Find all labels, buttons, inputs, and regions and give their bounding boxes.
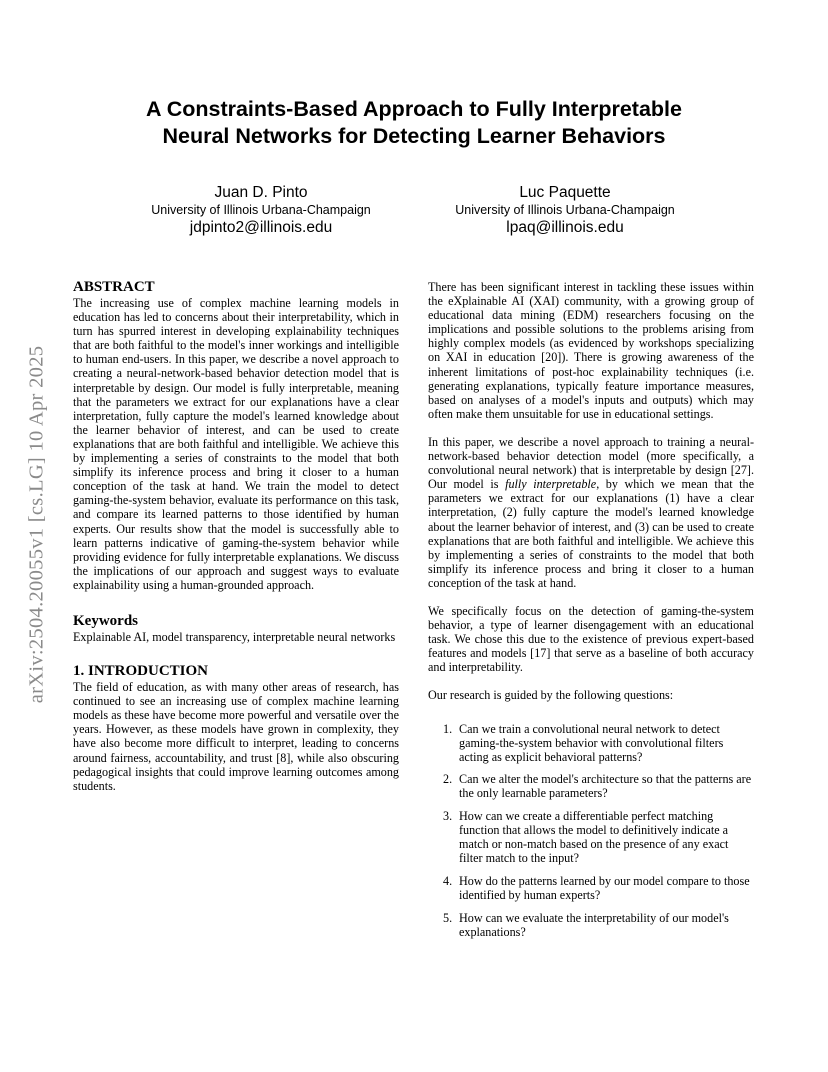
research-question <box>428 874 754 902</box>
abstract-text: The increasing use of complex machine learning models in education has led to concerns about their interpretability, which in turn has spurred interest in developing explainability techniques that are both faithful to the model's inner workings and intelligible to human end-users. In this paper, we describe a novel approach to creating a neural-network-based behavior detection model that is interpretable by design. Our model is fully interpretable, meaning that the parameters we extract for our explanations have a clear interpretation, fully capture the model's learned knowledge about the learner behavior of interest, and can be used to create explanations that are both faithful and intelligible. We achieve this by implementing a series of constraints to the model that both simplify its inference process and bring it closer to a human conception of the task at hand. We train the model to detect gaming-the-system behavior, evaluate its performance on this task, and compare its learned patterns to those identified by human experts. Our results show that the model is successfully able to learn patterns indicative of gaming-the-system behavior while providing evidence for fully interpretable explanations. We discuss the implications of our approach and suggest ways to evaluate explainability using a human-grounded approach. <box>73 296 399 592</box>
author-email: jdpinto2@illinois.edu <box>189 219 333 236</box>
keywords-heading: Keywords <box>73 612 138 629</box>
paragraph-2-end: , by which we mean that the parameters we extract for our explanations (1) have a clear interpretation, (2) fully capture the model's learned knowledge about the learner behavior of interest, and (3) can be used to create explanations that are both faithful and intelligible. We achieve this by implementing a series of constraints to the model that both simplify its inference process and bring it closer to a human conception of the task at hand. <box>428 477 755 590</box>
title-line-2: Neural Networks for Detecting Learner Behaviors <box>162 124 666 148</box>
research-questions-list <box>428 722 754 939</box>
question-text: How can we create a differentiable perfect matching function that allows the model to definitively indicate a match or non-match based on the presence of any exact filter match to the input? <box>459 809 729 866</box>
body-paragraph-3: We specifically focus on the detection of gaming-the-system behavior, a type of learner disengagement with an educational task. We chose this due to the existence of previous expert-based features and models [17] that serve as a baseline of both accuracy and interpretability. <box>428 603 754 675</box>
question-text: How can we evaluate the interpretability of our model's explanations? <box>459 910 729 939</box>
keywords-text: Explainable AI, model transparency, interpretable neural networks <box>73 629 396 644</box>
question-number: 5. <box>443 910 453 925</box>
author-name: Juan D. Pinto <box>214 184 308 201</box>
research-question <box>428 772 754 800</box>
body-paragraph-1: There has been significant interest in tackling these issues within the eXplainable AI (XAI) community, with a growing group of educational data mining (EDM) researchers focusing on the implications and possible solutions to the problems arising from highly complex models (as evidenced by workshops specializing on XAI in education [20]). There is growing awareness of the inherent limitations of post-hoc explainability techniques (i.e. generating explanations, typically feature importance measures, based on analyses of a model's inputs and outputs) which may often make them unsuitable for use in educational settings. <box>428 280 754 421</box>
author-block-2 <box>415 184 715 237</box>
question-text: How do the patterns learned by our model compare to those identified by human experts? <box>459 873 750 902</box>
right-column <box>428 280 754 947</box>
body-paragraph-4: Our research is guided by the following questions: <box>428 688 674 703</box>
author-block-1 <box>111 184 411 237</box>
arxiv-identifier-stamp <box>22 288 52 760</box>
paper-title <box>60 96 768 150</box>
title-line-1: A Constraints-Based Approach to Fully Interpretable <box>146 97 682 121</box>
author-affiliation: University of Illinois Urbana-Champaign <box>151 203 371 217</box>
author-name: Luc Paquette <box>519 184 611 201</box>
question-number: 2. <box>443 772 453 787</box>
author-email: lpaq@illinois.edu <box>506 219 624 236</box>
research-question <box>428 911 754 939</box>
question-text: Can we train a convolutional neural network to detect gaming-the-system behavior with convolutional filters acting as explicit behavioral patterns? <box>459 721 724 764</box>
emphasis-fully-interpretable: fully interpretable <box>505 477 597 492</box>
introduction-heading: 1. INTRODUCTION <box>73 663 209 680</box>
paragraph-2-start: In this paper, we describe a novel approach to training a neural-network-based behavior detection model (more specifically, a convolutional neural network) that is interpretable by design [27]. Our model is <box>428 434 754 492</box>
research-question <box>428 809 754 865</box>
question-text: Can we alter the model's architecture so that the patterns are the only learnable parameters? <box>459 772 752 801</box>
question-number: 4. <box>443 873 453 888</box>
body-paragraph-2 <box>428 435 754 590</box>
question-number: 3. <box>443 809 453 823</box>
research-question <box>428 722 754 764</box>
introduction-text: The field of education, as with many other areas of research, has continued to see an increasing use of complex machine learning models as these have become more powerful and versatile over the years. However, as these models have grown in complexity, they have also become more difficult to interpret, leading to concerns around fairness, accountability, and trust [8], while also obscuring pedagogical insights that could improve learning outcomes among students. <box>73 680 399 793</box>
abstract-heading: ABSTRACT <box>73 279 155 295</box>
question-number: 1. <box>443 721 453 736</box>
arxiv-id-text: arXiv:2504.20055v1 [cs.LG] 10 Apr 2025 <box>25 345 48 703</box>
left-column <box>73 278 399 793</box>
author-affiliation: University of Illinois Urbana-Champaign <box>455 203 675 217</box>
